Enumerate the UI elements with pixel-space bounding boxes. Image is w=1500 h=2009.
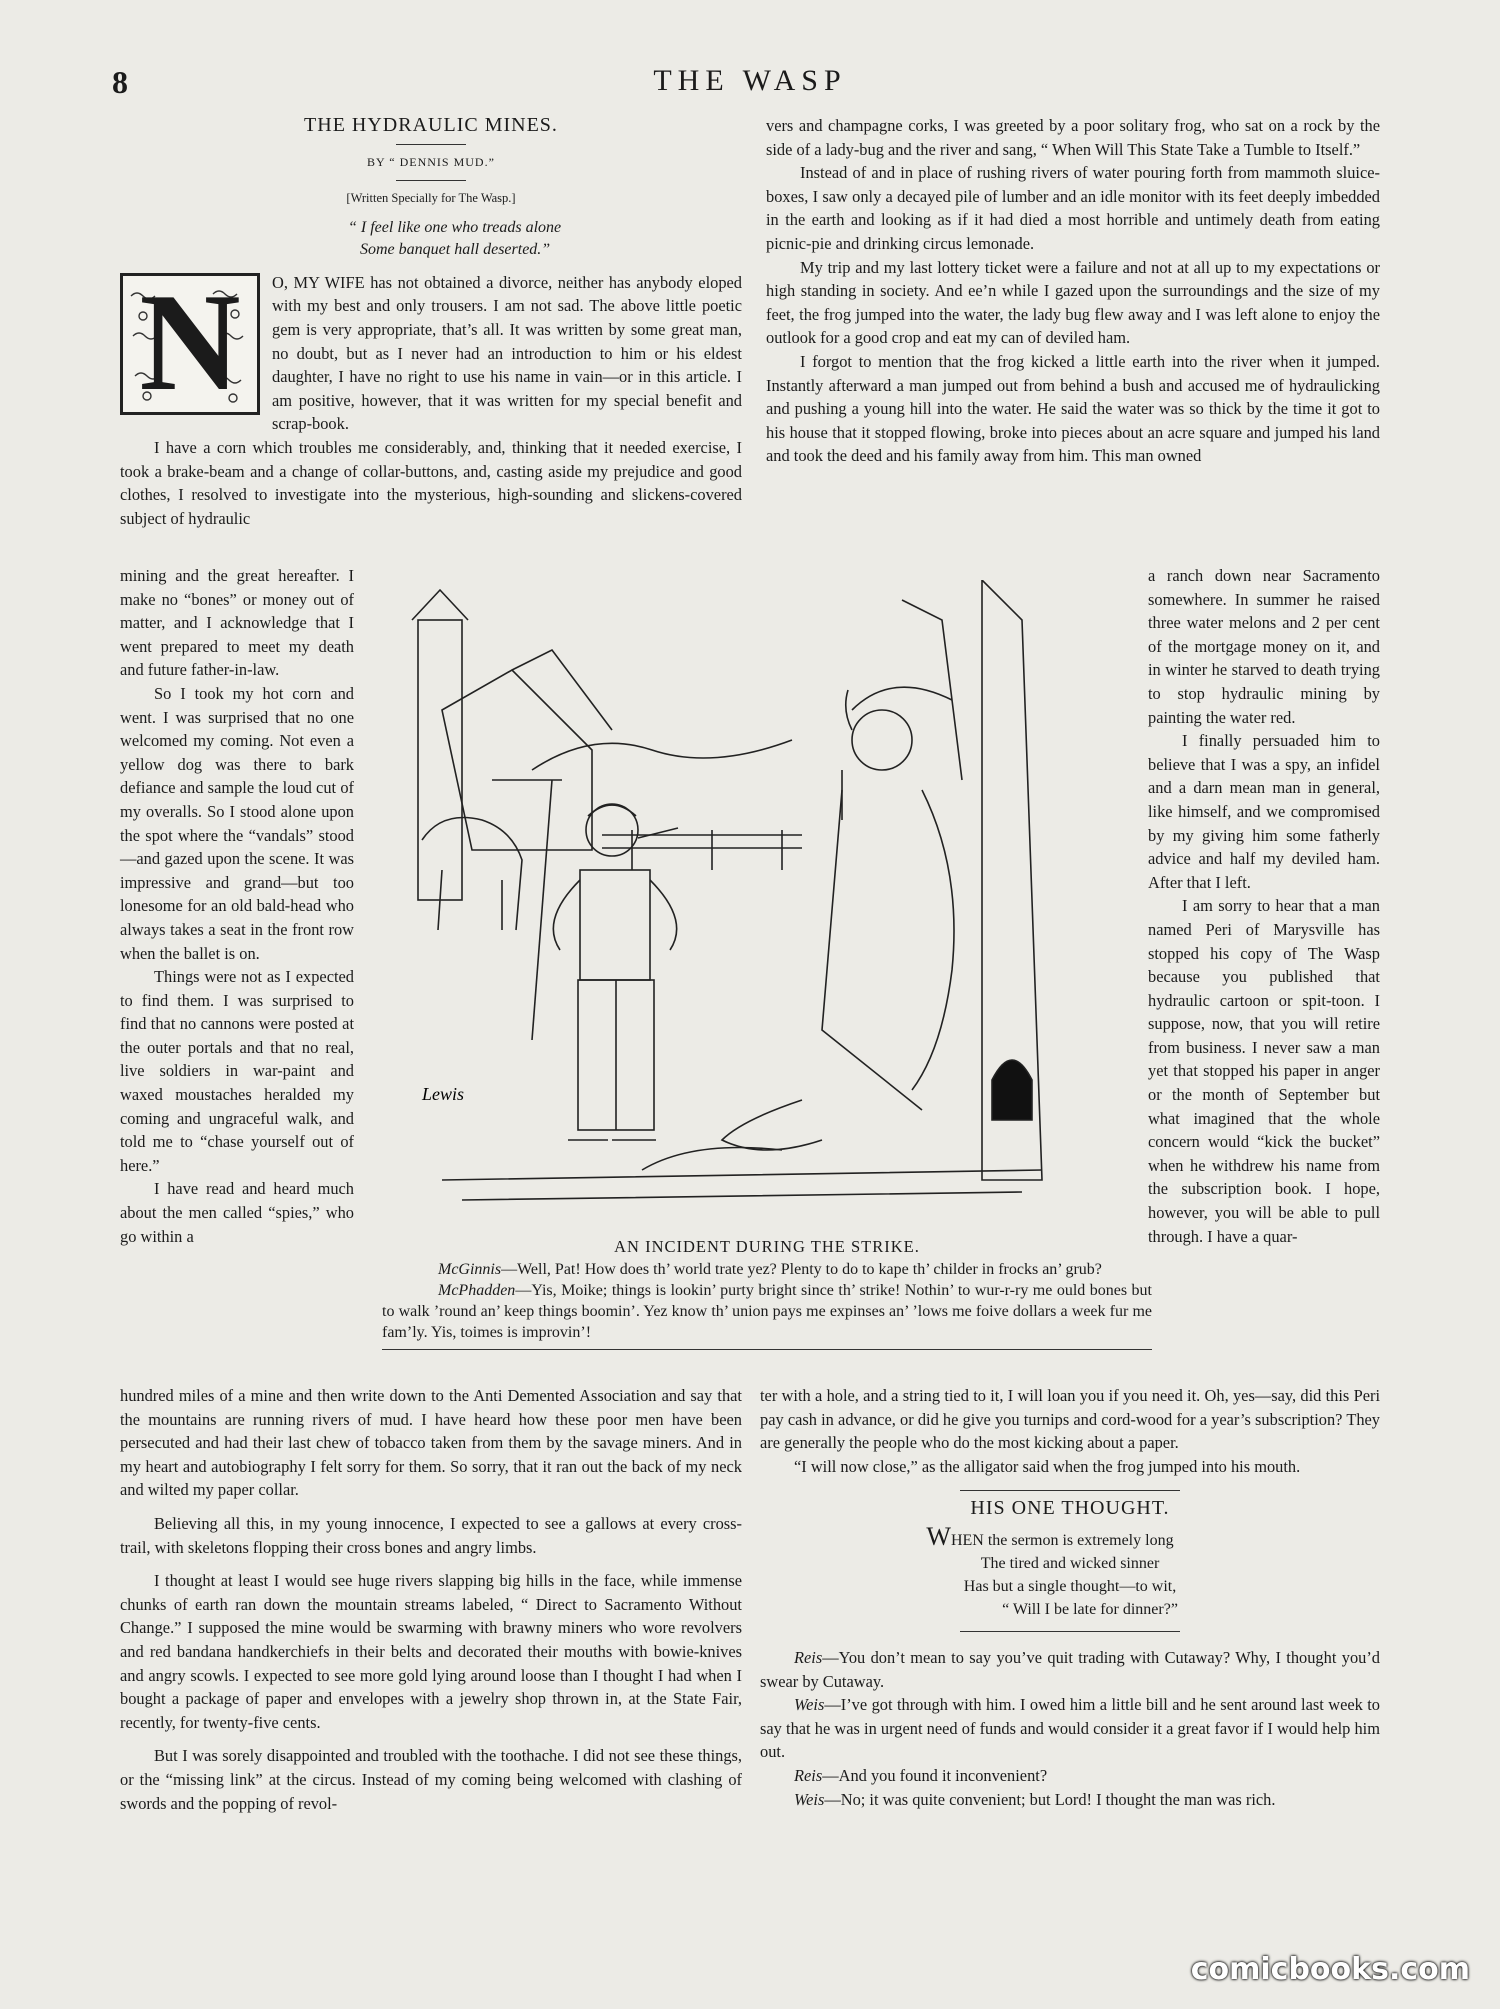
left-column-bottom <box>120 1384 742 1815</box>
dialogue-speaker-3: Reis <box>794 1765 823 1785</box>
illustration-caption <box>382 1236 1152 1356</box>
right-paragraph-4-cont: a ranch down near Sacramento somewhere. In summer he raised three water melons and 2 per cent of the mortgage money on it, and in winter he starved to death trying to stop hydraulic mining by painting the water red. <box>1148 566 1380 727</box>
byline: BY “ DENNIS MUD.” <box>367 154 495 169</box>
dialogue-text-4: —No; it was quite convenient; but Lord! I thought the man was rich. <box>824 1789 1276 1809</box>
caption-title: AN INCIDENT DURING THE STRIKE. <box>614 1237 920 1256</box>
paragraph-2-cont: mining and the great hereafter. I make no “bones” or money out of matter, and I acknowledge that I went prepared to meet my death and future father-in-law. <box>120 566 354 680</box>
dialogue-4 <box>760 1788 1380 1812</box>
caption-line-1 <box>382 1259 1152 1280</box>
dialogue-3 <box>760 1764 1380 1788</box>
dialogue-2 <box>760 1693 1380 1764</box>
right-paragraph-5: I finally persuaded him to believe that I was a spy, an infidel and a darn mean man in general, like himself, and we compromised by my giving him some fatherly advice and half my deviled ham. After that I left. <box>1148 731 1380 892</box>
artist-signature: Lewis <box>422 1084 465 1104</box>
title-rule <box>396 144 466 145</box>
article-title: THE HYDRAULIC MINES. <box>304 114 558 136</box>
dialogue-text-1: —You don’t mean to say you’ve quit trading with Cutaway? Why, I thought you’d swear by Cutaway. <box>760 1647 1380 1691</box>
right-paragraph-6-cont: ter with a hole, and a string tied to it, I will loan you if you need it. Oh, yes—say, did this Peri pay cash in advance, or did he give you turnips and cord-wood for a year’s subscription? They are generally the people who do the most kicking about a paper. <box>760 1386 1380 1453</box>
dialogue-1 <box>760 1646 1380 1693</box>
poem-title: HIS ONE THOUGHT. <box>970 1497 1170 1520</box>
paragraph-5: I have read and heard much about the men called “spies,” who go within a <box>120 1179 354 1246</box>
poem-line-3: Has but a single thought—to wit, <box>963 1577 1177 1595</box>
poem-top-rule <box>960 1490 1180 1491</box>
strike-cartoon <box>382 580 1152 1240</box>
epigraph <box>120 217 742 261</box>
right-paragraph-1: vers and champagne corks, I was greeted by a poor solitary frog, who sat on a rock by the side of a lady-bug and the river and sang, “ When Will This State Take a Tumble to Itself.” <box>766 116 1380 159</box>
left-column-top <box>120 114 742 530</box>
caption-rule <box>382 1349 1152 1350</box>
paragraph-5-cont: hundred miles of a mine and then write down to the Anti Demented Association and say that the mountains are running rivers of mud. I have heard how these poor men have been persecuted and had their last chew of tobacco taken from them by the savage miners. And in my heart and autobiography I felt sorry for them. So sorry, that it ran out the back of my neck and wilted my paper collar. <box>120 1386 742 1500</box>
dialogue-speaker-1: Reis <box>794 1647 823 1667</box>
dialogue-text-3: —And you found it inconvenient? <box>822 1765 1048 1785</box>
left-narrow-column <box>120 564 354 1248</box>
caption-speaker-2: McPhadden <box>438 1282 516 1299</box>
poem-initial: W <box>926 1521 951 1551</box>
masthead: THE WASP <box>653 64 847 97</box>
drop-cap-letter: N <box>139 264 241 420</box>
right-paragraph-7: “I will now close,” as the alligator said when the frog jumped into his mouth. <box>794 1456 1301 1476</box>
poem-line-1-text: HEN the sermon is extremely long <box>950 1531 1174 1549</box>
watermark: comicbooks.com <box>1190 1952 1470 1987</box>
right-column-top <box>766 114 1380 468</box>
paragraph-7: I thought at least I would see huge rivers slapping big hills in the face, while immense chunks of earth ran down the mountain streams labeled, “ Direct to Sacramento Without Change.” I supposed the mine would be swarming with brawny miners who wore revolvers and red bandana handkerchiefs in their belts and decorated their mouths with bowie-knives and angry scowls. I expected to see more gold lying around loose than I thought I had when I bought a package of paper and envelopes with a jewelry shop thrown in, at the State Fair, recently, for twenty-five cents. <box>120 1571 742 1732</box>
caption-line-2 <box>382 1280 1152 1343</box>
right-paragraph-4: I forgot to mention that the frog kicked a little earth into the river when it jumped. Instantly afterward a man jumped out from behind a bush and accused me of hydraulicking and pushing a young hill into the water. He said the water was so thick by the time it got to his house that it stopped flowing, broke into pieces about an acre square and jumped his land and took the deed and his family away from him. This man owned <box>766 351 1380 466</box>
paragraph-8: But I was sorely disappointed and troubled with the toothache. I did not see these things, or the “missing link” at the circus. Instead of my coming being welcomed with clashing of swords and the popping of revol- <box>120 1746 742 1813</box>
paragraph-4: Things were not as I expected to find them. I was surprised to find that no cannons were posted at the outer portals and that no real, live soldiers in war-paint and waxed moustaches heralded my coming and ungraceful walk, and told me to “chase yourself out of here.” <box>120 967 354 1175</box>
caption-speaker-1: McGinnis <box>438 1261 502 1278</box>
special-note: [Written Specially for The Wasp.] <box>346 191 516 206</box>
right-paragraph-6: I am sorry to hear that a man named Peri of Marysville has stopped his copy of The Wasp because you published that hydraulic cartoon or spit-toon. I suppose, now, that you will retire from business. I never saw a man yet that stopped his paper in anger or the month of September but what imagined that the whole concern would “kick the bucket” when he withdrew his name from the subscription book. I hope, however, you will be able to pull through. I have a quar- <box>1148 896 1380 1246</box>
drop-cap <box>120 264 260 420</box>
poem-line-4: “ Will I be late for dinner?” <box>1002 1600 1178 1618</box>
poem-line-1 <box>760 1521 1380 1552</box>
paragraph-2: I have a corn which troubles me considerably, and, thinking that it needed exercise, I took a brake-beam and a change of collar-buttons, and, casting aside my prejudice and good clothes, I resolved to investigate into the mysterious, high-sounding and slickens-covered subject of hydraulic <box>120 437 742 528</box>
dialogue-text-2: —I’ve got through with him. I owed him a little bill and he sent around last week to say that he was in urgent need of funds and would consider it a great favor if I would help him out. <box>760 1695 1380 1762</box>
poem-bottom-rule <box>960 1631 1180 1632</box>
caption-text-2: —Yis, Moike; things is lookin’ purty bright since th’ strike! Nothin’ to wur-r-ry me ould bones but to walk ’round an’ keep things boomin’. Yez know th’ union pays me expinses an’ ’lows me foive dollars a week fur me fam’ly. Yis, toimes is improvin’! <box>382 1282 1152 1341</box>
right-paragraph-2: Instead of and in place of rushing rivers of water pouring forth from mammoth sluice-boxes, I saw only a decayed pile of lumber and an idle monitor with its feet deeply imbedded in the earth and looking as if it had died a most horrible and untimely death from eating picnic-pie and drinking circus lemonade. <box>766 163 1380 253</box>
byline-rule <box>396 180 466 181</box>
right-narrow-column <box>1148 564 1380 1248</box>
paragraph-6: Believing all this, in my young innocence, I expected to see a gallows at every cross-trail, with skeletons flopping their cross bones and angry limbs. <box>120 1513 742 1557</box>
paragraph-1: O, MY WIFE has not obtained a divorce, neither has anybody eloped with my best and only trousers. I am not sad. The above little poetic gem is very appropriate, that’s all. It was written by some great man, no doubt, but as I never had an introduction to him or his eldest daughter, I have no right to use his name in vain—or in this article. I am positive, however, that it was written for my special benefit and scrap-book. <box>272 272 742 434</box>
epigraph-line-1: “ I feel like one who treads alone <box>348 218 562 236</box>
page-number: 8 <box>112 64 128 100</box>
epigraph-line-2: Some banquet hall deserted.” <box>360 240 551 258</box>
right-paragraph-3: My trip and my last lottery ticket were a failure and not at all up to my expectations or high standing in society. And ee’n while I gazed upon the surroundings and the size of my feet, the frog jumped into the water, the lady bug flew away and I was left alone to enjoy the outlook for a good crop and eat my can of deviled ham. <box>766 257 1380 348</box>
dialogue-speaker-4: Weis <box>794 1789 825 1809</box>
caption-text-1: —Well, Pat! How does th’ world trate yez? Plenty to do to kape th’ childer in frocks an’ grub? <box>501 1261 1102 1278</box>
illustration <box>382 580 1152 1240</box>
poem-line-2: The tired and wicked sinner <box>980 1554 1160 1572</box>
poem <box>760 1521 1380 1621</box>
dialogue-speaker-2: Weis <box>794 1695 825 1715</box>
right-column-bottom <box>760 1384 1380 1811</box>
paragraph-3: So I took my hot corn and went. I was surprised that no one welcomed my coming. Not even a yellow dog was there to bark defiance and sample the loud cut of my overalls. So I stood alone upon the spot where the “vandals” stood—and gazed upon the scene. It was impressive and grand—but too lonesome for an old bald-head who always takes a seat in the front row when the ballet is on. <box>120 683 354 963</box>
